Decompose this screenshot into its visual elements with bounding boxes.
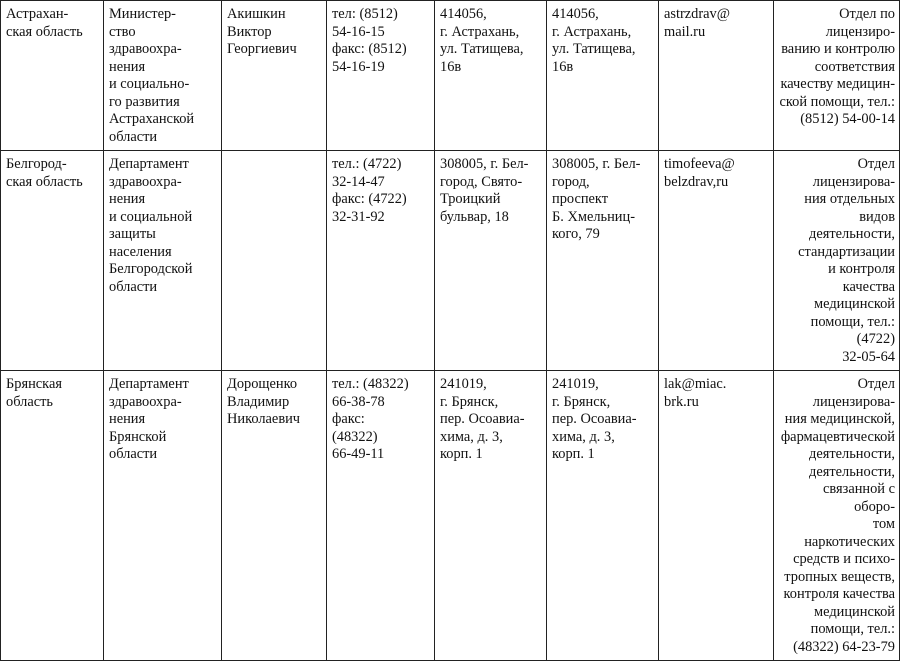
table-row [1,151,900,371]
phone-cell: тел.: (48322) 66-38-78 факс: (48322) 66-49-11 [327,371,435,661]
table-row [1,371,900,661]
agency-cell: Департамент здравоохра- нения и социальной защиты населения Белгородской области [104,151,222,371]
department-cell: Отдел лицензирова- ния медицинской, фармацевтической деятельности, деятельности, связанной с оборо- том наркотических средств и психо- тропных веществ, контроля качества медицинской помощи, тел.: (48322) 64-23-79 [774,371,900,661]
table-row [1,1,900,151]
postal-address-cell: 308005, г. Бел- город, проспект Б. Хмельниц- кого, 79 [547,151,659,371]
department-cell: Отдел по лицензиро- ванию и контролю соответствия качеству медицин- ской помощи, тел.: (8512) 54-00-14 [774,1,900,151]
agency-cell: Министер- ство здравоохра- нения и социально- го развития Астраханской области [104,1,222,151]
postal-address-cell: 241019, г. Брянск, пер. Осоавиа- хима, д. 3, корп. 1 [547,371,659,661]
email-cell: lak@miac. brk.ru [659,371,774,661]
email-cell: timofeeva@ belzdrav,ru [659,151,774,371]
region-cell: Белгород- ская область [1,151,104,371]
head-cell: Акишкин Виктор Георгиевич [222,1,327,151]
phone-cell: тел: (8512) 54-16-15 факс: (8512) 54-16-19 [327,1,435,151]
email-cell: astrzdrav@ mail.ru [659,1,774,151]
region-cell: Астрахан- ская область [1,1,104,151]
phone-cell: тел.: (4722) 32-14-47 факс: (4722) 32-31-92 [327,151,435,371]
address-cell: 414056, г. Астрахань, ул. Татищева, 16в [435,1,547,151]
department-cell: Отдел лицензирова- ния отдельных видов деятельности, стандартизации и контроля качества медицинской помощи, тел.: (4722) 32-05-64 [774,151,900,371]
postal-address-cell: 414056, г. Астрахань, ул. Татищева, 16в [547,1,659,151]
address-cell: 241019, г. Брянск, пер. Осоавиа- хима, д. 3, корп. 1 [435,371,547,661]
region-cell: Брянская область [1,371,104,661]
agency-cell: Департамент здравоохра- нения Брянской области [104,371,222,661]
head-cell [222,151,327,371]
head-cell: Дорощенко Владимир Николаевич [222,371,327,661]
address-cell: 308005, г. Бел- город, Свято- Троицкий бульвар, 18 [435,151,547,371]
